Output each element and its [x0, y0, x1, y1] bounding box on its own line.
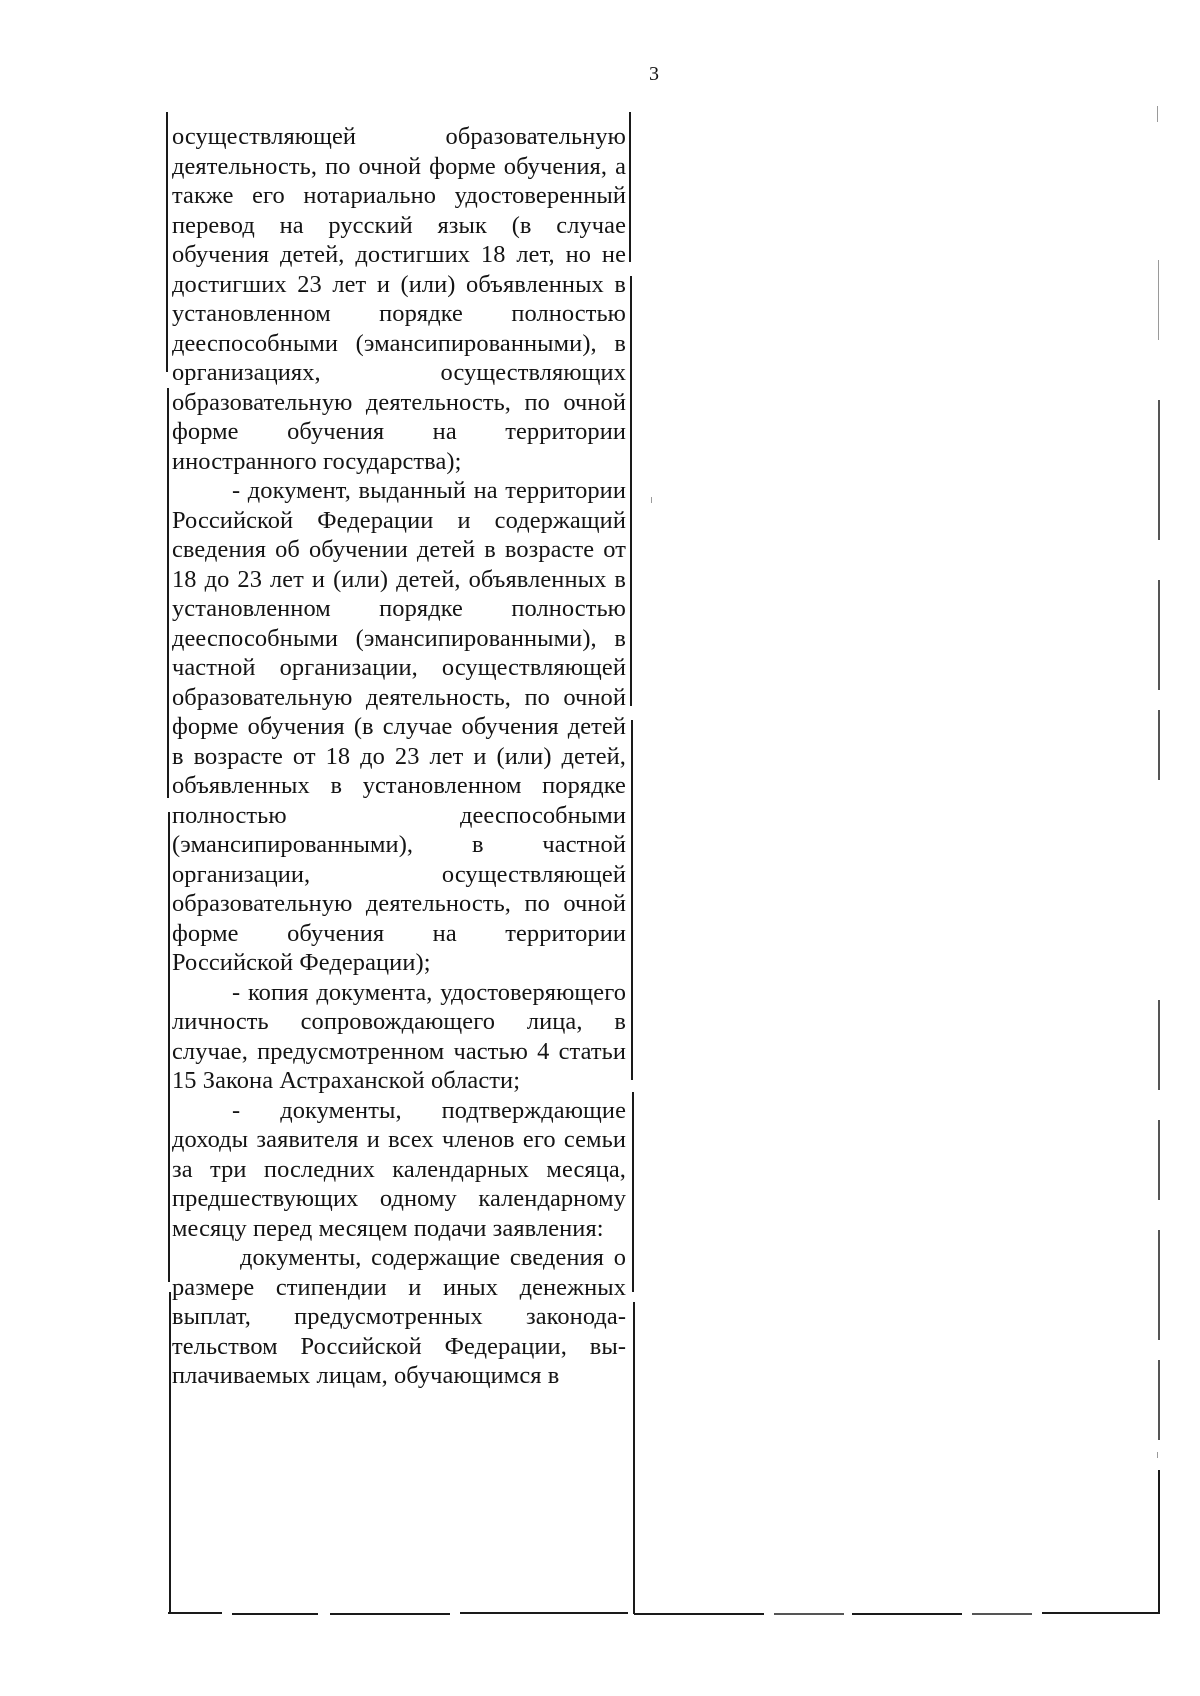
- middle-column-border: [632, 1092, 634, 1292]
- middle-column-border: [630, 276, 632, 706]
- left-cell-left-border: [167, 388, 169, 798]
- table-bottom-border: [852, 1613, 962, 1615]
- left-cell-left-border: [169, 1292, 171, 1612]
- right-cell-right-border: [1157, 106, 1158, 122]
- right-cell-right-border: [1158, 1000, 1160, 1090]
- paragraph-income-documents: - документы, подтверждающие доходы заявителя и всех членов его семьи за три последних календарных месяца, предшествующих одному календарному месяцу перед месяцем подачи заявления:: [172, 1096, 626, 1242]
- paragraph-identity-copy: - копия документа, удостоверяющего личность сопровождающего лица, в случае, предусмотренном частью 4 статьи 15 Закона Астраханской области;: [172, 978, 626, 1094]
- scan-mark: [1157, 1452, 1158, 1458]
- table-cell-left-text: [172, 122, 626, 1391]
- right-cell-right-border: [1158, 1470, 1160, 1614]
- table-bottom-border: [1042, 1612, 1160, 1614]
- paragraph-document-russia: - документ, выданный на территории Российской Федерации и содержащий сведения об обучении детей в возрасте от 18 до 23 лет и (или) детей, объявленных в установленном порядке полностью дееспособными (эмансипированными), в частной организации, осуществляющей образовательную деятельность, по очной форме обучения (в случае обучения детей в возрасте от 18 до 23 лет и (или) детей, объявленных в установленном порядке полностью дееспособными (эмансипированными), в частной организации, осуществляющей образовательную деятельность, по очной форме обучения на территории Российской Федерации);: [172, 477, 626, 976]
- middle-column-border: [629, 112, 631, 262]
- table-bottom-border: [460, 1612, 628, 1614]
- table-bottom-border: [232, 1613, 318, 1615]
- right-cell-right-border: [1158, 260, 1159, 340]
- paragraph-stipend-documents: документы, содержащие сведения о размере стипендии и иных денежных выплат, предусмотренных законодательством Российской Федерации, выплачиваемых лицам, обучающимся в: [172, 1244, 626, 1389]
- right-cell-right-border: [1158, 1120, 1160, 1200]
- left-cell-left-border: [168, 812, 170, 1282]
- table-bottom-border: [168, 1612, 222, 1614]
- page-number: 3: [649, 63, 659, 85]
- table-bottom-border: [634, 1613, 764, 1615]
- right-cell-right-border: [1158, 580, 1160, 690]
- middle-column-border: [633, 1302, 635, 1614]
- paragraph-continuation: осуществляющей образовательную деятельность, по очной форме обучения, а также его нотариально удостоверенный перевод на русский язык (в случае обучения детей, достигших 18 лет, но не достигших 23 лет и (или) объявленных в установленном порядке полностью дееспособными (эмансипированными), в организациях, осуществляющих образовательную деятельность, по очной форме обучения на территории иностранного государства);: [172, 123, 626, 475]
- table-bottom-border: [774, 1613, 844, 1615]
- right-cell-right-border: [1158, 400, 1160, 540]
- table-bottom-border: [330, 1613, 450, 1615]
- table-bottom-border: [972, 1613, 1032, 1615]
- right-cell-right-border: [1158, 1360, 1160, 1440]
- scan-mark: [651, 497, 652, 503]
- left-cell-left-border: [166, 112, 168, 372]
- middle-column-border: [631, 720, 633, 1080]
- right-cell-right-border: [1158, 1230, 1160, 1340]
- right-cell-right-border: [1158, 710, 1160, 780]
